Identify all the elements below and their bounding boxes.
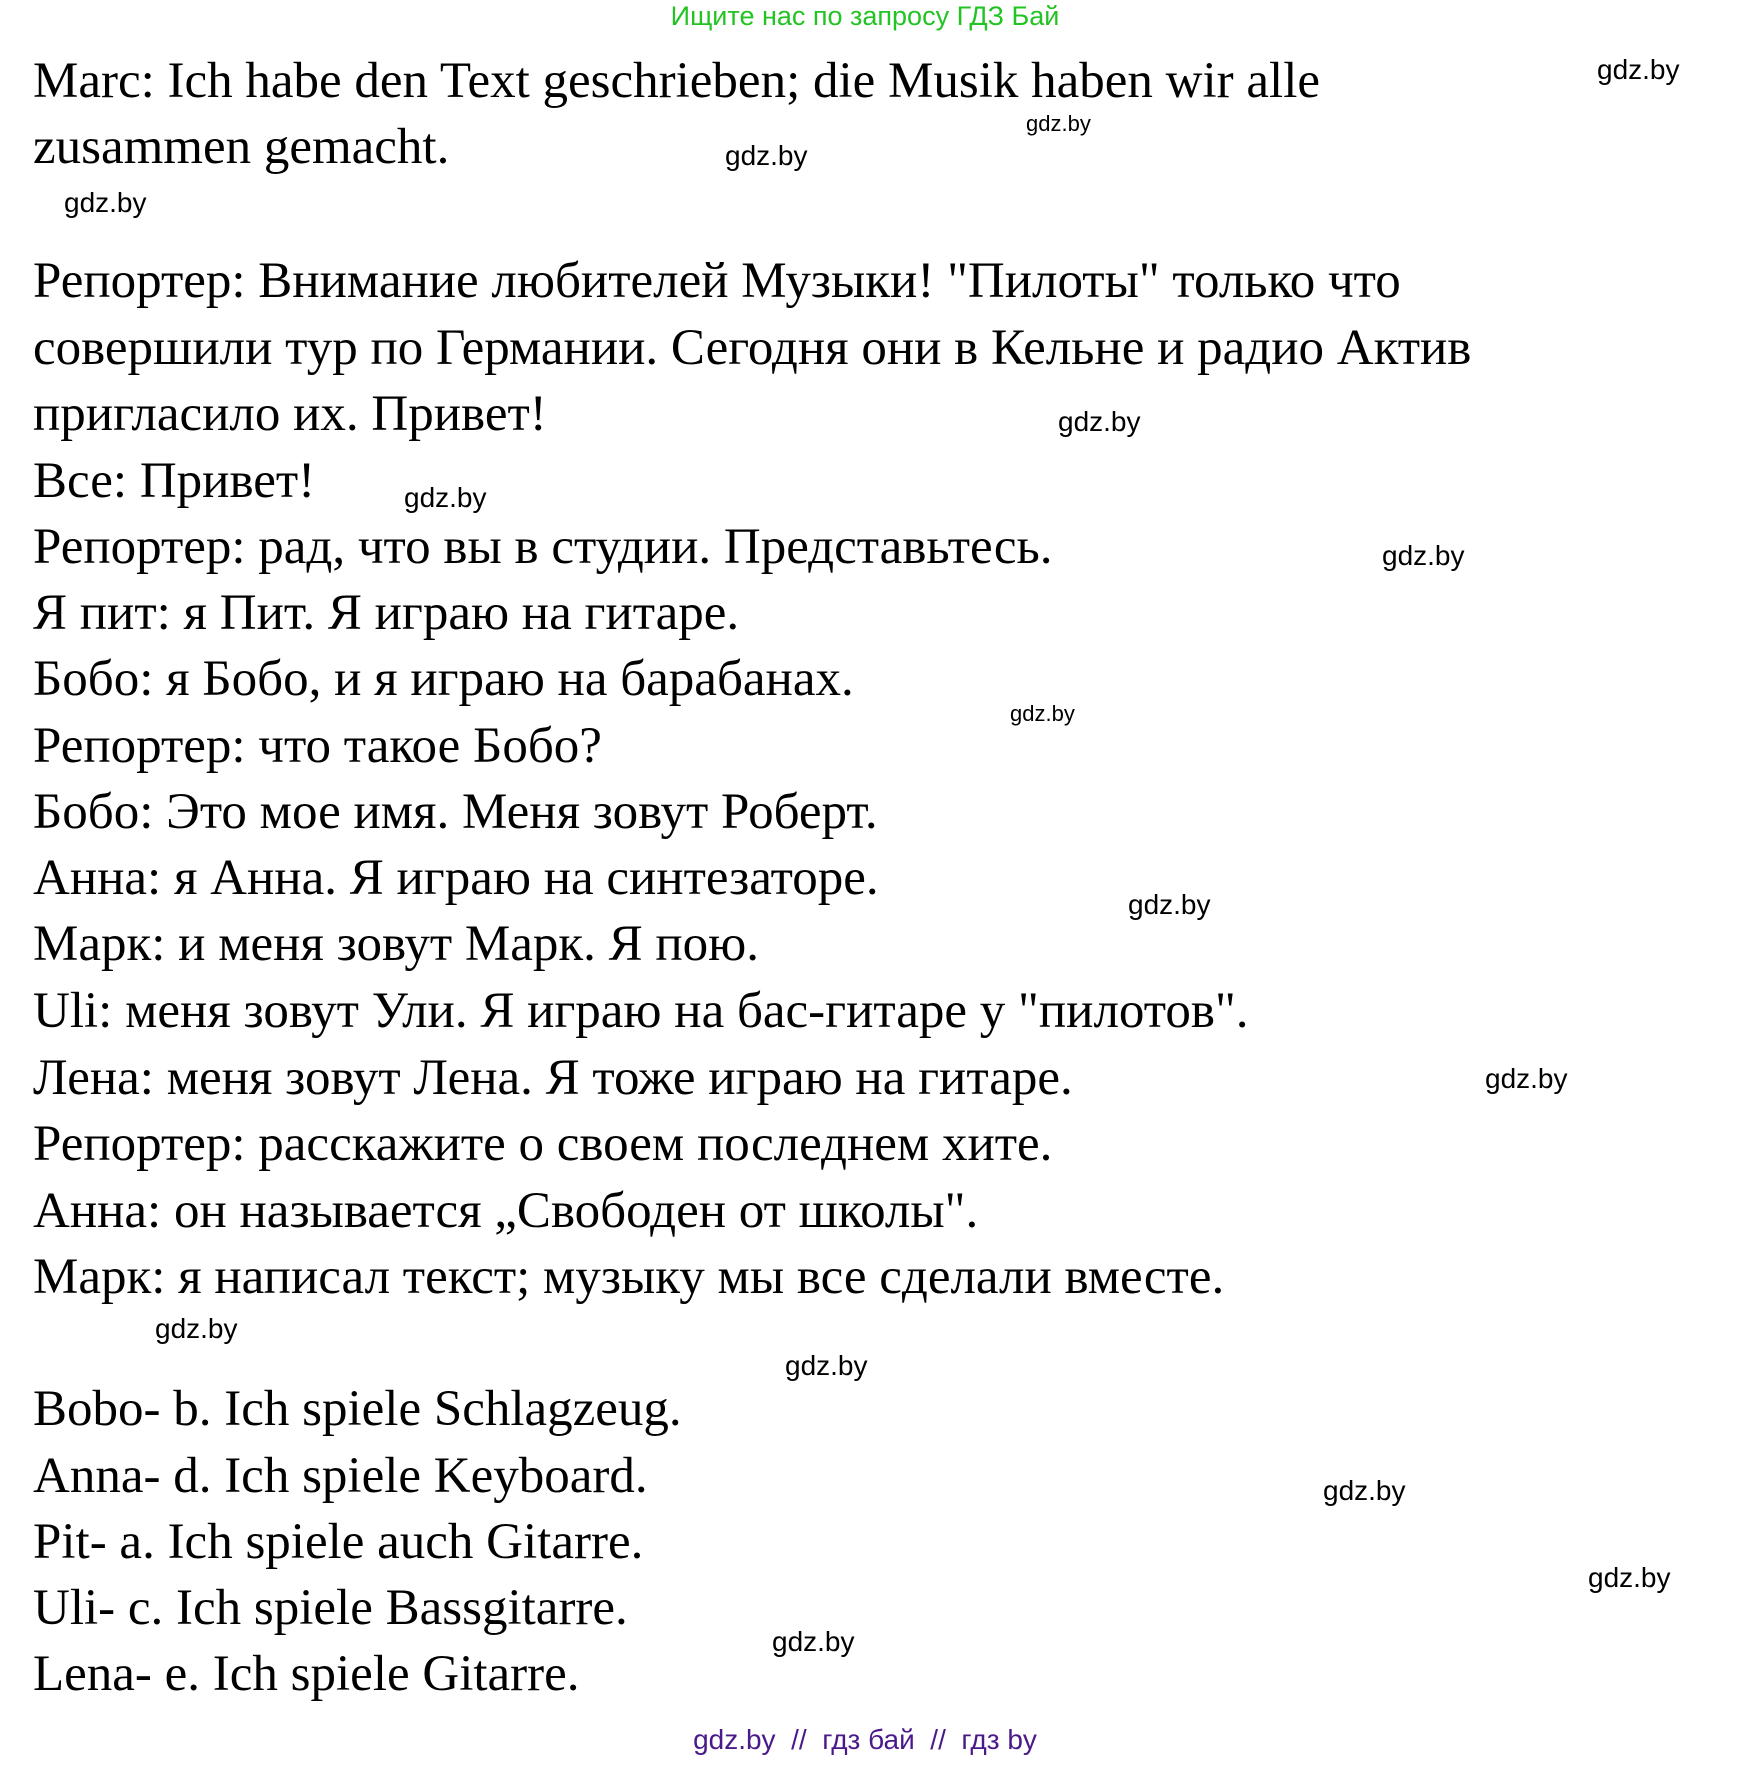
watermark: gdz.by [1323,1475,1406,1506]
text-line: пригласило их. Привет! [33,386,547,442]
text-line: Бобо: я Бобо, и я играю на барабанах. [33,651,854,707]
watermark: gdz.by [64,187,147,218]
text-line: Репортер: что такое Бобо? [33,718,602,774]
watermark: gdz.by [1597,54,1680,85]
watermark: gdz.by [785,1350,868,1381]
search-hint-banner: Ищите нас по запросу ГДЗ Бай [670,1,1060,31]
text-line: Репортер: расскажите о своем последнем хите. [33,1116,1053,1172]
text-line: Я пит: я Пит. Я играю на гитаре. [33,585,740,641]
watermark: gdz.by [725,140,808,171]
text-line: Лена: меня зовут Лена. Я тоже играю на гитаре. [33,1050,1073,1106]
text-line: zusammen gemacht. [33,119,450,175]
text-line: Bobo- b. Ich spiele Schlagzeug. [33,1381,682,1437]
text-line: Анна: я Анна. Я играю на синтезаторе. [33,850,879,906]
text-line: Anna- d. Ich spiele Keyboard. [33,1448,648,1504]
text-line: Анна: он называется „Свободен от школы". [33,1183,979,1239]
text-line: Бобо: Это мое имя. Меня зовут Роберт. [33,784,878,840]
text-line: Все: Привет! [33,453,316,509]
watermark: gdz.by [1485,1063,1568,1094]
watermark: gdz.by [1058,406,1141,437]
watermark: gdz.by [1128,889,1211,920]
text-line: Репортер: Внимание любителей Музыки! "Пилоты" только что [33,253,1401,309]
text-line: Uli- c. Ich spiele Bassgitarre. [33,1580,628,1636]
footer-links: gdz.by // гдз бай // гдз by [693,1724,1037,1755]
text-line: Marc: Ich habe den Text geschrieben; die Musik haben wir alle [33,53,1321,109]
watermark: gdz.by [1010,701,1075,726]
watermark: gdz.by [1382,540,1465,571]
watermark: gdz.by [1026,111,1091,136]
text-line: Pit- a. Ich spiele auch Gitarre. [33,1514,644,1570]
watermark: gdz.by [772,1626,855,1657]
text-line: Репортер: рад, что вы в студии. Представьтесь. [33,519,1053,575]
text-line: совершили тур по Германии. Сегодня они в Кельне и радио Актив [33,320,1472,376]
watermark: gdz.by [155,1313,238,1344]
watermark: gdz.by [404,482,487,513]
text-line: Марк: и меня зовут Марк. Я пою. [33,916,760,972]
text-line: Lena- e. Ich spiele Gitarre. [33,1646,580,1702]
watermark: gdz.by [1588,1562,1671,1593]
text-line: Uli: меня зовут Ули. Я играю на бас-гитаре у "пилотов". [33,983,1249,1039]
text-line: Марк: я написал текст; музыку мы все сделали вместе. [33,1249,1225,1305]
